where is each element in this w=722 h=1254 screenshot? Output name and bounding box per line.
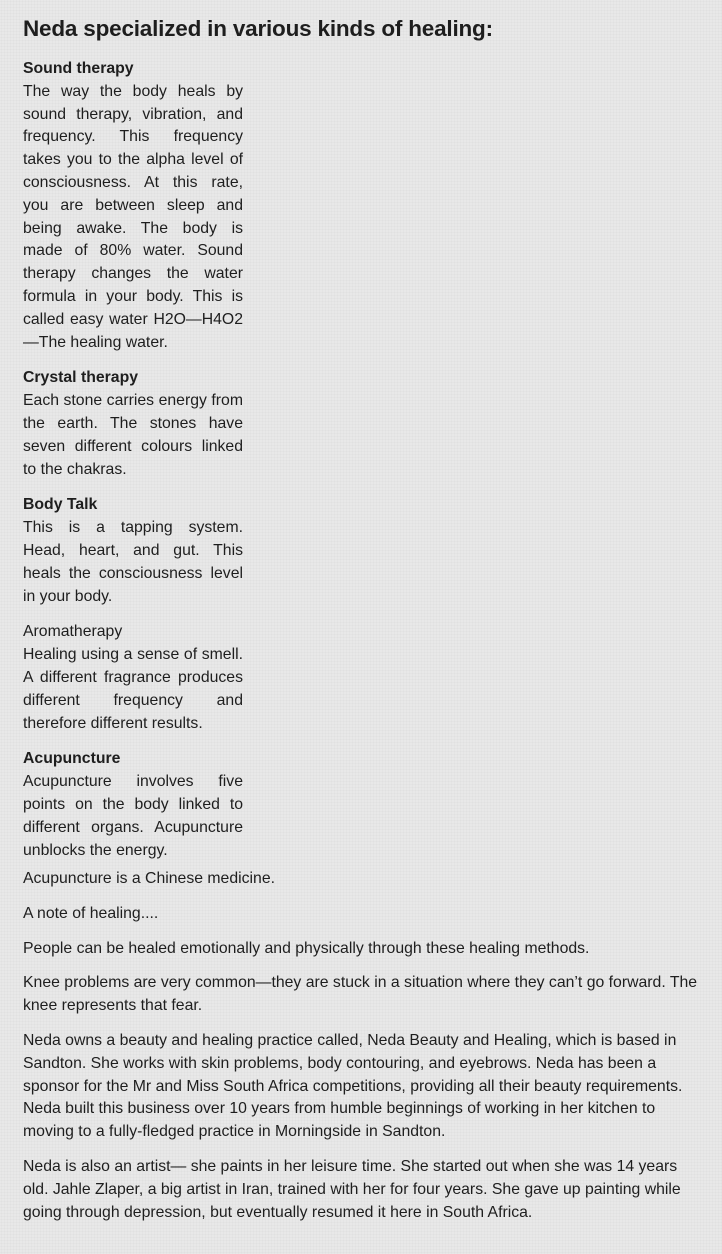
therapy-aromatherapy (23, 621, 243, 735)
therapy-body: Each stone carries energy from the earth. The stones have seven different colours linked to the chakras. (23, 392, 243, 478)
therapy-heading: Acupuncture (23, 750, 121, 768)
therapies-column (23, 58, 243, 875)
therapy-heading: Body Talk (23, 496, 98, 514)
therapy-heading: Aromatherapy (23, 623, 123, 641)
paragraph: Acupuncture is a Chinese medicine. (23, 870, 276, 887)
therapy-heading: Crystal therapy (23, 369, 139, 387)
therapy-body: Healing using a sense of smell. A different fragrance produces different frequency and therefore different results. (23, 646, 243, 732)
therapy-heading: Sound therapy (23, 60, 134, 77)
therapy-acupuncture (23, 748, 243, 862)
therapy-body-talk (23, 494, 243, 608)
page-title: Neda specialized in various kinds of healing: (23, 16, 493, 41)
therapy-body: This is a tapping system. Head, heart, and gut. This heals the consciousness level in your body. (23, 519, 243, 605)
paragraph: People can be healed emotionally and physically through these healing methods. (23, 939, 590, 957)
paragraph: A note of healing.... (23, 904, 159, 922)
therapy-sound (23, 58, 243, 354)
paragraph: Knee problems are very common—they are stuck in a situation where they can’t go forward. The knee represents that fear. (23, 974, 698, 1015)
body-text (23, 868, 699, 1236)
therapy-body: Acupuncture involves five points on the body linked to different organs. Acupuncture unblocks the energy. (23, 773, 243, 859)
paragraph: Neda owns a beauty and healing practice called, Neda Beauty and Healing, which is based in Sandton. She works with skin problems, body contouring, and eyebrows. Neda has been a sponsor for the Mr and Miss South Africa competitions, providing all their beauty requirements. Neda built this business over 10 years from humble beginnings of working in her kitchen to moving to a fully-fledged practice in Morningside in Sandton. (23, 1031, 683, 1141)
therapy-body: The way the body heals by sound therapy, vibration, and frequency. This frequency takes you to the alpha level of consciousness. At this rate, you are between sleep and being awake. The body is made of 80% water. Sound therapy changes the water formula in your body. This is called easy water H2O—H4O2—The healing water. (23, 82, 243, 351)
paragraph: Neda is also an artist— she paints in her leisure time. She started out when she was 14 years old. Jahle Zlaper, a big artist in Iran, trained with her for four years. She gave up painting while going through depression, but eventually resumed it here in South Africa. (23, 1157, 681, 1221)
therapy-crystal (23, 367, 243, 481)
